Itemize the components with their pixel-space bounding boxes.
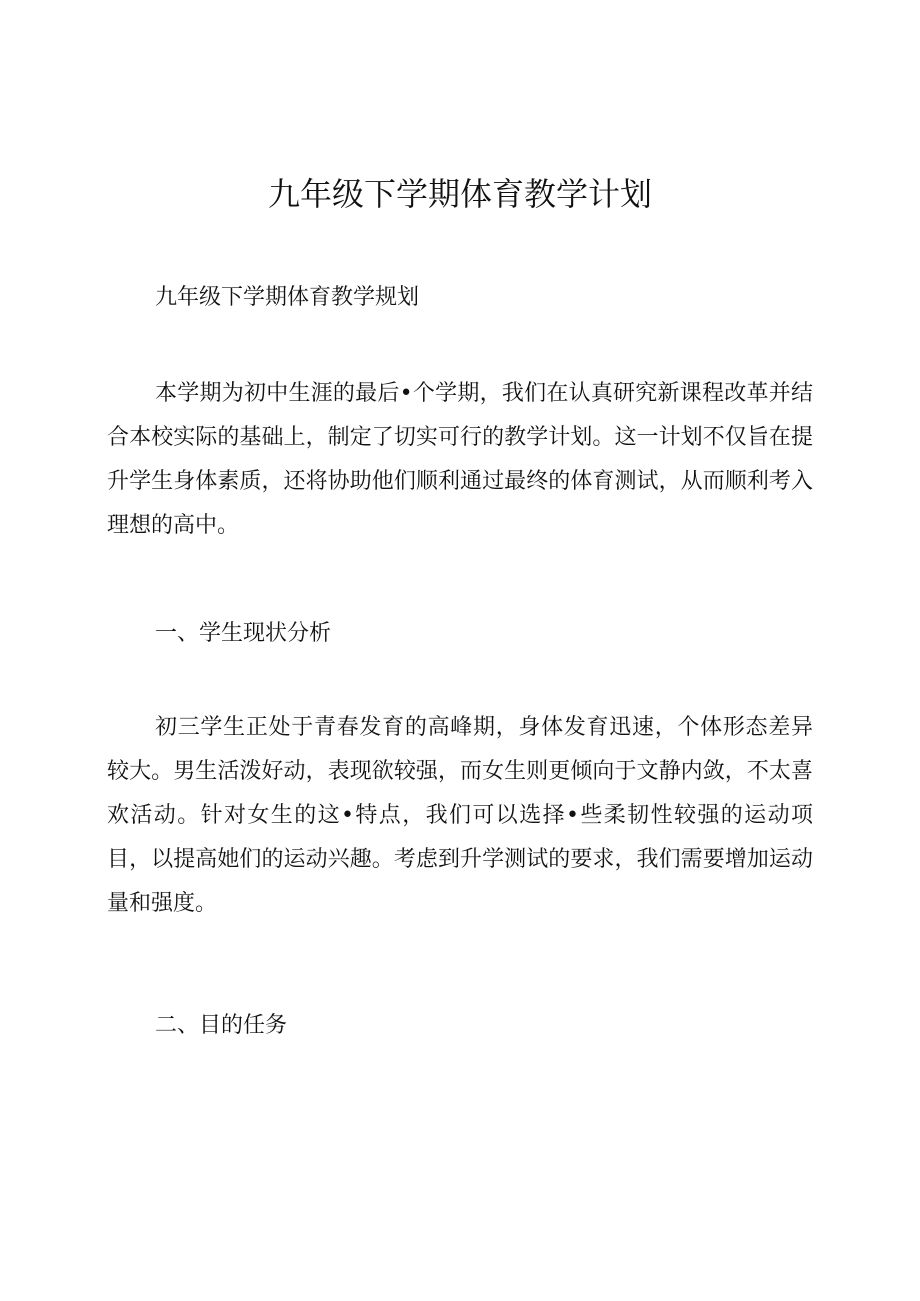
section-heading-student-analysis: 一、学生现状分析 [155,621,332,646]
document-title: 九年级下学期体育教学计划 [267,175,652,213]
section-heading-objectives: 二、目的任务 [155,1013,288,1038]
document-subtitle: 九年级下学期体育教学规划 [155,285,420,310]
intro-paragraph: 本学期为初中生涯的最后•个学期，我们在认真研究新课程改革并结合本校实际的基础上，制定了切实可行的教学计划。这一计划不仅旨在提升学生身体素质，还将协助他们顺利通过最终的体育测试，从而顺利考入理想的高中。 [107,381,813,538]
student-analysis-paragraph: 初三学生正处于青春发育的高峰期，身体发育迅速，个体形态差异较大。男生活泼好动，表现欲较强，而女生则更倾向于文静内敛，不太喜欢活动。针对女生的这•特点，我们可以选择•些柔韧性较强的运动项目，以提高她们的运动兴趣。考虑到升学测试的要求，我们需要增加运动量和强度。 [107,715,813,916]
